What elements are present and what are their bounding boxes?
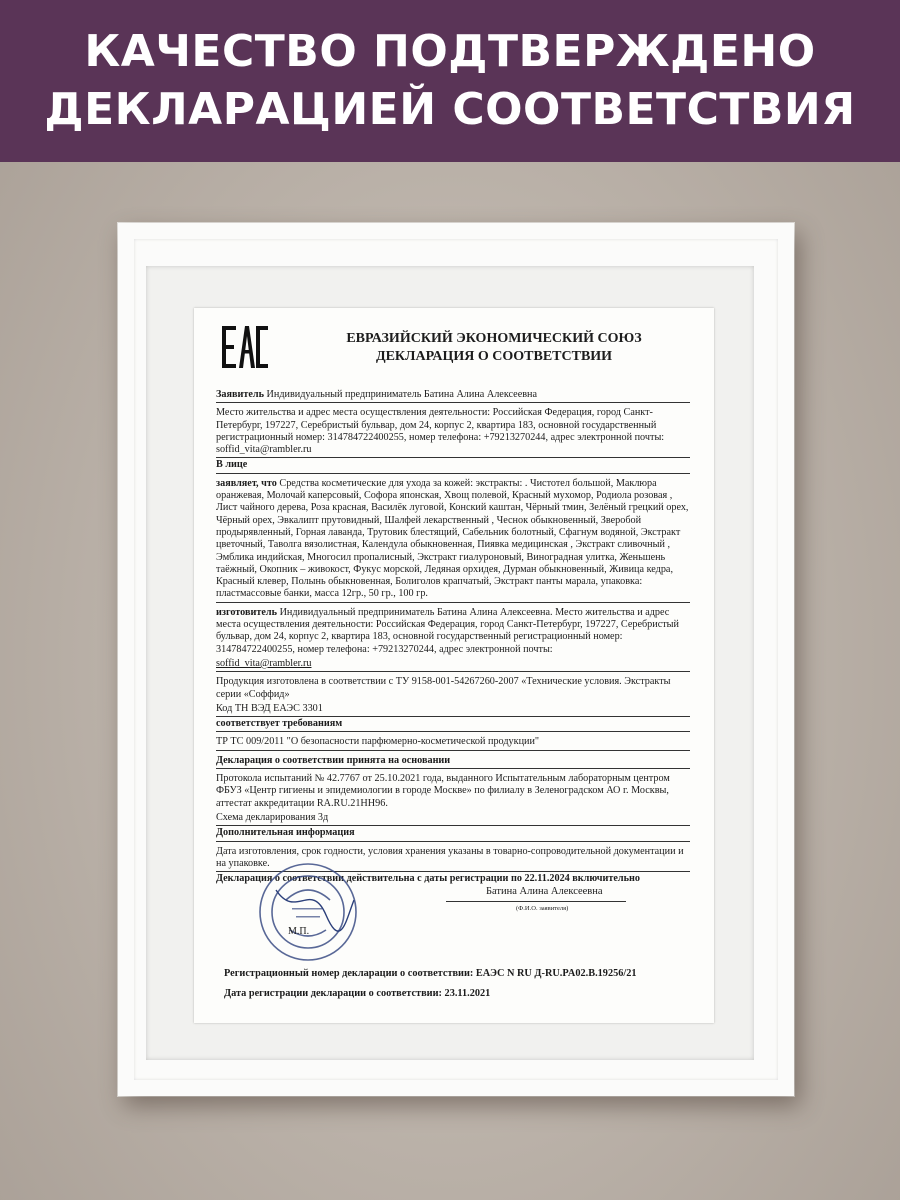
- complies-value: ТР ТС 009/2011 "О безопасности парфюмерно-косметической продукции": [216, 735, 690, 750]
- manufacturer-row: [216, 606, 690, 657]
- document-heading: [304, 330, 684, 366]
- stamp-place-label: М.П.: [288, 926, 310, 937]
- declaration-title: ДЕКЛАРАЦИЯ О СООТВЕТСТВИИ: [375, 349, 613, 364]
- extra-value: Дата изготовления, срок годности, условия хранения указаны в товарно-сопроводительной документации и на упаковке.: [216, 845, 690, 873]
- scheme-row: Схема декларирования 3д: [216, 811, 690, 826]
- applicant-label: Заявитель: [216, 389, 264, 400]
- email-row: [216, 657, 690, 672]
- signature-line: [446, 901, 626, 902]
- declaration-document: [194, 308, 714, 1023]
- applicant-row: [216, 388, 690, 403]
- manufacturer-label: изготовитель: [216, 606, 278, 618]
- declares-row: [216, 477, 690, 603]
- complies-label: соответствует требованиям: [216, 717, 690, 732]
- declares-value: Средства косметические для ухода за кожей: экстракты: . Чистотел большой, Маклюра оранжевая, Молочай каперсовый, Софора японская, Хвощ полевой, Красный мухомор, Родиола розовая , Лист чайного дерева, Роза красная, Василёк луговой, Конский каштан, Чёрный тмин, Зелёный грецкий орех, Чёрный орех, Эвкалипт прутовидный, Шалфей лекарственный , Чеснок обыкновенный, Зверобой продырявленный, Горная лаванда, Трутовик блестящий, Сабельник болотный, Сфагнум водяной, Экстракт цветочный, Таволга вязолистная, Календула обыкновенная, Пиявка медицинская , Экстракт сливочный , Эмблика индийская, Многосил пропалисный, Экстракт гиалуроновый, Виноградная улитка, Женьшень таёжный, Окопник – живокост, Фукус морской, Ледяная орхидея, Дурман обыкновенный, Живица кедра, Красный клевер, Полынь обыкновенная, Болиголов крапчатый, Экстракт панты марала, упаковка: пластмассовые банки, масса 12гр., 50 гр., 100 гр.: [216, 477, 689, 600]
- applicant-value: Индивидуальный предприниматель Батина Алина Алексеевна: [266, 389, 537, 400]
- address-row: Место жительства и адрес места осуществления деятельности: Российская Федерация, город Санкт-Петербург, 197227, Серебристый бульвар, дом 24, корпус 2, квартира 183, основной государственный регистрационный номер: 314784722400255, номер телефона: +79213270244, адрес электронной почты: soffid_vita@rambler.ru: [216, 406, 690, 458]
- code-row: Код ТН ВЭД ЕАЭС 3301: [216, 702, 690, 717]
- document-body: [216, 388, 690, 886]
- in-person-row: В лице: [216, 458, 690, 473]
- manufacturer-value: Индивидуальный предприниматель Батина Алина Алексеевна. Место жительства и адрес места осуществления деятельности: Российская Федерация, город Санкт-Петербург, 197227, Серебристый бульвар, дом 24, корпус 2, квартира 183, основной государственный регистрационный номер: 314784722400255, номер телефона: +79213270244, адрес электронной почты:: [216, 606, 679, 655]
- header-banner: [0, 0, 900, 162]
- signature-area: [216, 854, 696, 964]
- union-title: ЕВРАЗИЙСКИЙ ЭКОНОМИЧЕСКИЙ СОЮЗ: [346, 331, 642, 346]
- registration-date: Дата регистрации декларации о соответствии: 23.11.2021: [224, 988, 491, 999]
- eac-logo-icon: [220, 322, 270, 372]
- banner-line-2: ДЕКЛАРАЦИЕЙ СООТВЕТСТВИЯ: [44, 84, 856, 135]
- registration-number: Регистрационный номер декларации о соответствии: ЕАЭС N RU Д-RU.PA02.B.19256/21: [224, 968, 637, 979]
- round-stamp-icon: [256, 860, 360, 964]
- basis-value: Протокола испытаний № 42.7767 от 25.10.2021 года, выданного Испытательным лабораторным центром ФБУЗ «Центр гигиены и эпидемиологии в городе Москве» по филиалу в Зеленоградском АО г. Москвы, аттестат аккредитации RA.RU.21НН96.: [216, 773, 670, 809]
- manufacturer-email: soffid_vita@rambler.ru: [216, 657, 312, 669]
- basis-label: Декларация о соответствии принята на основании: [216, 754, 690, 769]
- signer-name: Батина Алина Алексеевна: [486, 886, 603, 897]
- produced-row: Продукция изготовлена в соответствии с ТУ 9158-001-54267260-2007 «Технические условия. Экстракты серии «Соффид»: [216, 676, 671, 700]
- validity-row: Декларация о соответствии действительна с даты регистрации по 22.11.2024 включительно: [216, 873, 640, 885]
- declares-label: заявляет, что: [216, 477, 277, 489]
- extra-label: Дополнительная информация: [216, 826, 690, 841]
- signer-caption: (Ф.И.О. заявителя): [516, 905, 569, 912]
- banner-line-1: КАЧЕСТВО ПОДТВЕРЖДЕНО: [84, 26, 816, 77]
